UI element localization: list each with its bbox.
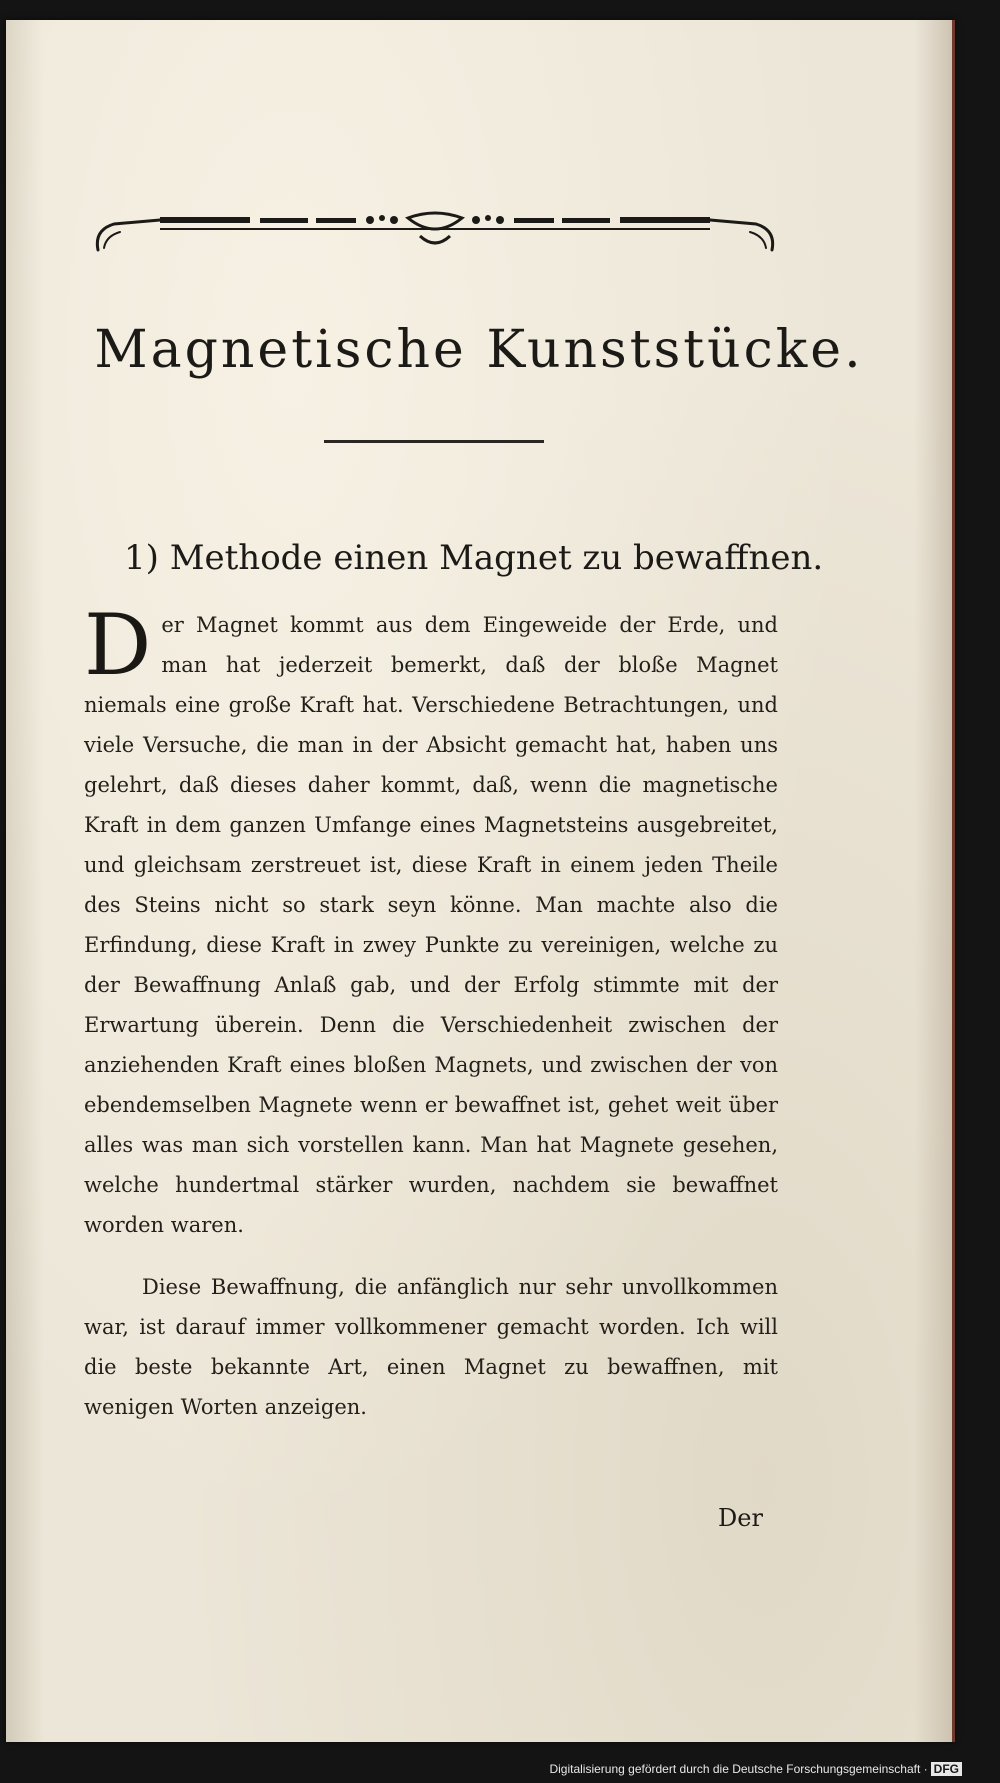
drop-cap-initial: D	[84, 596, 152, 694]
header-ornament	[90, 210, 780, 258]
digitization-credit	[549, 1762, 962, 1776]
page-title: Magnetische Kunststücke.	[94, 320, 864, 380]
catchword: Der	[718, 1504, 763, 1532]
paragraph-1-text: er Magnet kommt aus dem Eingeweide der Erde, und man hat jederzeit bemerkt, daß der bloße Magnet niemals eine große Kraft hat. Verschiedene Betrachtungen, und viele Versuche, die man in der Absicht gemacht hat, haben uns gelehrt, daß dieses daher kommt, daß, wenn die magnetische Kraft in dem ganzen Umfange eines Magnetsteins ausgebreitet, und gleichsam zerstreuet ist, diese Kraft in einem jeden Theile des Steins nicht so stark seyn könne. Man machte also die Erfindung, diese Kraft in zwey Punkte zu vereinigen, welche zu der Bewaffnung Anlaß gab, und der Erfolg stimmte mit der Erwartung überein. Denn die Verschiedenheit zwischen der anziehenden Kraft eines bloßen Magnets, und zwischen der von ebendemselben Magnete wenn er bewaffnet ist, gehet weit über alles was man sich vorstellen kann. Man hat Magnete gesehen, welche hundertmal stärker wurden, nachdem sie bewaffnet worden waren.	[84, 613, 778, 1237]
dfg-logo-badge: DFG	[931, 1762, 962, 1776]
paragraph-2: Diese Bewaffnung, die anfänglich nur sehr unvollkommen war, ist darauf immer vollkommener gemacht worden. Ich will die beste bekannte Art, einen Magnet zu bewaffnen, mit wenigen Worten anzeigen.	[84, 1275, 778, 1419]
title-rule	[324, 440, 544, 443]
body-text	[84, 596, 778, 1427]
section-heading: 1) Methode einen Magnet zu bewaffnen.	[124, 538, 824, 578]
paragraph-1	[84, 596, 778, 1245]
book-page	[6, 20, 955, 1742]
digitization-credit-text: Digitalisierung gefördert durch die Deutsche Forschungsgemeinschaft ·	[549, 1762, 928, 1776]
